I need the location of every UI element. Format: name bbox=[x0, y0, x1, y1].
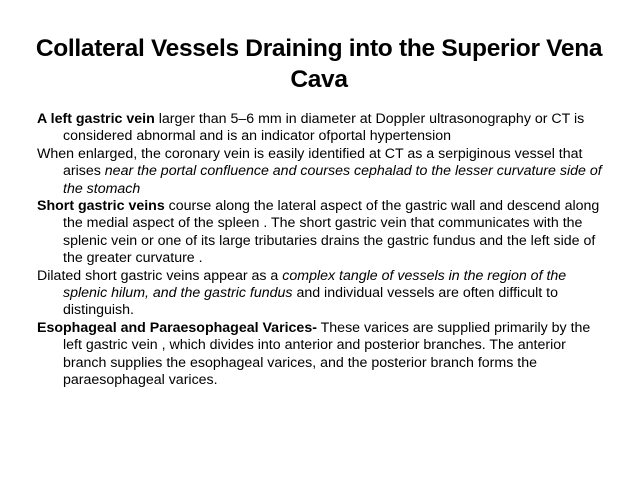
paragraph-esophageal-varices bbox=[37, 320, 609, 390]
paragraph-lead-bold: Short gastric veins bbox=[37, 198, 165, 215]
paragraph-left-gastric-vein bbox=[37, 111, 609, 146]
paragraph-text: larger than 5–6 mm in diameter at Doppler ultrasonography or CT is considered abnormal and is an indicator ofportal hypertension bbox=[63, 111, 585, 145]
paragraph-text: These varices are supplied primarily by the left gastric vein , which divides into anterior and posterior branches. The anterior branch supplies the esophageal varices, and the posterior branch forms the paraesophageal varices. bbox=[63, 319, 591, 389]
slide-title: Collateral Vessels Draining into the Superior Vena Cava bbox=[35, 35, 603, 93]
paragraph-text: course along the lateral aspect of the gastric wall and descend along the medial aspect of the spleen . The short gastric vein that communicates with the splenic vein or one of its large tributaries drains the gastric fundus and the left side of the greater curvature . bbox=[63, 198, 600, 267]
paragraph-dilated-short-gastric bbox=[37, 268, 609, 320]
slide-body bbox=[37, 111, 609, 390]
paragraph-text: Dilated short gastric veins appear as a bbox=[37, 267, 283, 284]
paragraph-italic: complex tangle of vessels in the region of the splenic hilum, and the gastric fundus bbox=[63, 267, 567, 302]
paragraph-text: When enlarged, the coronary vein is easily identified at CT as a serpiginous vessel that arises bbox=[37, 145, 583, 180]
paragraph-coronary-vein bbox=[37, 146, 609, 198]
paragraph-lead-bold: A left gastric vein bbox=[37, 111, 155, 127]
paragraph-short-gastric-veins bbox=[37, 198, 609, 268]
paragraph-italic: near the portal confluence and courses cephalad to the lesser curvature side of the stomach bbox=[63, 163, 602, 197]
paragraph-text-after: and individual vessels are often difficult to distinguish. bbox=[63, 285, 559, 319]
paragraph-lead-bold: Esophageal and Paraesophageal Varices- bbox=[37, 319, 317, 336]
